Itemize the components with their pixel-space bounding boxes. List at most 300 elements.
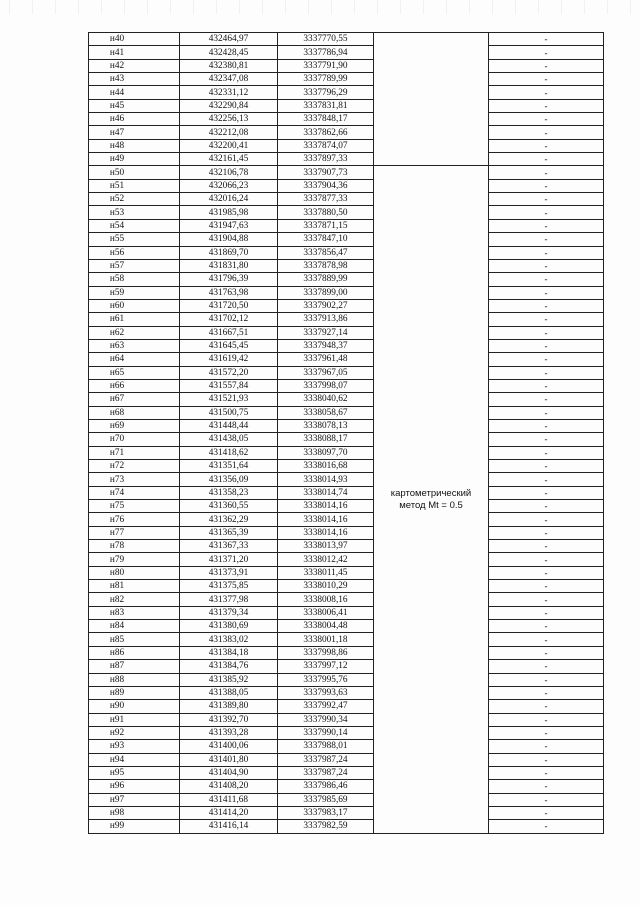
x-coordinate-cell: 431645,45 xyxy=(180,339,278,352)
point-id-cell: н51 xyxy=(89,179,180,192)
mark-cell: - xyxy=(489,286,604,299)
x-coordinate-cell: 432256,13 xyxy=(180,113,278,126)
point-id-cell: н89 xyxy=(89,686,180,699)
table-row xyxy=(89,353,604,366)
point-id-cell: н97 xyxy=(89,793,180,806)
x-coordinate-cell: 431408,20 xyxy=(180,780,278,793)
point-id-cell: н94 xyxy=(89,753,180,766)
y-coordinate-cell: 3337995,76 xyxy=(278,673,374,686)
x-coordinate-cell: 431796,39 xyxy=(180,273,278,286)
mark-cell: - xyxy=(489,393,604,406)
table-row xyxy=(89,419,604,432)
table-row xyxy=(89,553,604,566)
y-coordinate-cell: 3337856,47 xyxy=(278,246,374,259)
point-id-cell: н95 xyxy=(89,766,180,779)
point-id-cell: н65 xyxy=(89,366,180,379)
point-id-cell: н52 xyxy=(89,193,180,206)
point-id-cell: н43 xyxy=(89,73,180,86)
mark-cell: - xyxy=(489,686,604,699)
y-coordinate-cell: 3337961,48 xyxy=(278,353,374,366)
y-coordinate-cell: 3337990,34 xyxy=(278,713,374,726)
table-row xyxy=(89,753,604,766)
table-row xyxy=(89,33,604,46)
y-coordinate-cell: 3337789,99 xyxy=(278,73,374,86)
table-row xyxy=(89,206,604,219)
table-row xyxy=(89,646,604,659)
mark-cell: - xyxy=(489,379,604,392)
point-id-cell: н56 xyxy=(89,246,180,259)
x-coordinate-cell: 431373,91 xyxy=(180,566,278,579)
table-row xyxy=(89,139,604,152)
table-row xyxy=(89,313,604,326)
point-id-cell: н69 xyxy=(89,419,180,432)
y-coordinate-cell: 3337904,36 xyxy=(278,179,374,192)
point-id-cell: н88 xyxy=(89,673,180,686)
y-coordinate-cell: 3337897,33 xyxy=(278,153,374,166)
point-id-cell: н60 xyxy=(89,299,180,312)
table-row xyxy=(89,366,604,379)
point-id-cell: н91 xyxy=(89,713,180,726)
table-row xyxy=(89,473,604,486)
mark-cell: - xyxy=(489,606,604,619)
point-id-cell: н78 xyxy=(89,540,180,553)
table-row xyxy=(89,566,604,579)
y-coordinate-cell: 3338014,93 xyxy=(278,473,374,486)
x-coordinate-cell: 432066,23 xyxy=(180,179,278,192)
mark-cell: - xyxy=(489,139,604,152)
point-id-cell: н92 xyxy=(89,726,180,739)
y-coordinate-cell: 3338010,29 xyxy=(278,580,374,593)
x-coordinate-cell: 432106,78 xyxy=(180,166,278,179)
mark-cell: - xyxy=(489,313,604,326)
y-coordinate-cell: 3337786,94 xyxy=(278,46,374,59)
mark-cell: - xyxy=(489,219,604,232)
table-row xyxy=(89,820,604,833)
x-coordinate-cell: 431985,98 xyxy=(180,206,278,219)
x-coordinate-cell: 431418,62 xyxy=(180,446,278,459)
table-row xyxy=(89,713,604,726)
y-coordinate-cell: 3338058,67 xyxy=(278,406,374,419)
y-coordinate-cell: 3338016,68 xyxy=(278,460,374,473)
mark-cell: - xyxy=(489,806,604,819)
point-id-cell: н70 xyxy=(89,433,180,446)
x-coordinate-cell: 431414,20 xyxy=(180,806,278,819)
mark-cell: - xyxy=(489,153,604,166)
point-id-cell: н81 xyxy=(89,580,180,593)
mark-cell: - xyxy=(489,273,604,286)
y-coordinate-cell: 3337907,73 xyxy=(278,166,374,179)
point-id-cell: н86 xyxy=(89,646,180,659)
point-id-cell: н64 xyxy=(89,353,180,366)
y-coordinate-cell: 3337982,59 xyxy=(278,820,374,833)
table-row xyxy=(89,193,604,206)
point-id-cell: н75 xyxy=(89,500,180,513)
y-coordinate-cell: 3337927,14 xyxy=(278,326,374,339)
x-coordinate-cell: 431416,14 xyxy=(180,820,278,833)
point-id-cell: н67 xyxy=(89,393,180,406)
y-coordinate-cell: 3338014,16 xyxy=(278,526,374,539)
point-id-cell: н58 xyxy=(89,273,180,286)
table-row xyxy=(89,526,604,539)
y-coordinate-cell: 3337983,17 xyxy=(278,806,374,819)
table-row xyxy=(89,806,604,819)
point-id-cell: н53 xyxy=(89,206,180,219)
y-coordinate-cell: 3337880,50 xyxy=(278,206,374,219)
point-id-cell: н83 xyxy=(89,606,180,619)
x-coordinate-cell: 431404,90 xyxy=(180,766,278,779)
table-row xyxy=(89,740,604,753)
method-cell xyxy=(374,166,489,833)
point-id-cell: н72 xyxy=(89,460,180,473)
point-id-cell: н77 xyxy=(89,526,180,539)
point-id-cell: н49 xyxy=(89,153,180,166)
mark-cell: - xyxy=(489,633,604,646)
table-row xyxy=(89,460,604,473)
mark-cell: - xyxy=(489,740,604,753)
x-coordinate-cell: 431379,34 xyxy=(180,606,278,619)
point-id-cell: н85 xyxy=(89,633,180,646)
method-cell-empty xyxy=(374,33,489,166)
table-row xyxy=(89,793,604,806)
y-coordinate-cell: 3338078,13 xyxy=(278,419,374,432)
mark-cell: - xyxy=(489,473,604,486)
mark-cell: - xyxy=(489,673,604,686)
x-coordinate-cell: 431400,06 xyxy=(180,740,278,753)
point-id-cell: н44 xyxy=(89,86,180,99)
table-row xyxy=(89,59,604,72)
mark-cell: - xyxy=(489,446,604,459)
mark-cell: - xyxy=(489,179,604,192)
y-coordinate-cell: 3338013,97 xyxy=(278,540,374,553)
y-coordinate-cell: 3338088,17 xyxy=(278,433,374,446)
x-coordinate-cell: 431947,63 xyxy=(180,219,278,232)
x-coordinate-cell: 431384,18 xyxy=(180,646,278,659)
table-row xyxy=(89,46,604,59)
mark-cell: - xyxy=(489,500,604,513)
table-row xyxy=(89,593,604,606)
x-coordinate-cell: 431365,39 xyxy=(180,526,278,539)
point-id-cell: н99 xyxy=(89,820,180,833)
mark-cell: - xyxy=(489,99,604,112)
x-coordinate-cell: 431385,92 xyxy=(180,673,278,686)
point-id-cell: н84 xyxy=(89,620,180,633)
x-coordinate-cell: 431356,09 xyxy=(180,473,278,486)
point-id-cell: н61 xyxy=(89,313,180,326)
table-row xyxy=(89,446,604,459)
point-id-cell: н82 xyxy=(89,593,180,606)
table-row xyxy=(89,99,604,112)
y-coordinate-cell: 3337987,24 xyxy=(278,766,374,779)
mark-cell: - xyxy=(489,73,604,86)
y-coordinate-cell: 3337878,98 xyxy=(278,259,374,272)
table-row xyxy=(89,500,604,513)
table-row xyxy=(89,179,604,192)
table-row xyxy=(89,299,604,312)
mark-cell: - xyxy=(489,580,604,593)
table-row xyxy=(89,286,604,299)
x-coordinate-cell: 431389,80 xyxy=(180,700,278,713)
x-coordinate-cell: 431351,64 xyxy=(180,460,278,473)
y-coordinate-cell: 3338040,62 xyxy=(278,393,374,406)
point-id-cell: н57 xyxy=(89,259,180,272)
x-coordinate-cell: 432380,81 xyxy=(180,59,278,72)
y-coordinate-cell: 3337862,66 xyxy=(278,126,374,139)
mark-cell: - xyxy=(489,566,604,579)
mark-cell: - xyxy=(489,793,604,806)
mark-cell: - xyxy=(489,259,604,272)
x-coordinate-cell: 432290,84 xyxy=(180,99,278,112)
table-row xyxy=(89,780,604,793)
mark-cell: - xyxy=(489,419,604,432)
y-coordinate-cell: 3337831,81 xyxy=(278,99,374,112)
y-coordinate-cell: 3338011,45 xyxy=(278,566,374,579)
mark-cell: - xyxy=(489,460,604,473)
mark-cell: - xyxy=(489,353,604,366)
x-coordinate-cell: 432161,45 xyxy=(180,153,278,166)
table-row xyxy=(89,86,604,99)
x-coordinate-cell: 431411,68 xyxy=(180,793,278,806)
mark-cell: - xyxy=(489,780,604,793)
x-coordinate-cell: 432331,12 xyxy=(180,86,278,99)
point-id-cell: н80 xyxy=(89,566,180,579)
point-id-cell: н98 xyxy=(89,806,180,819)
y-coordinate-cell: 3338012,42 xyxy=(278,553,374,566)
table-row xyxy=(89,766,604,779)
point-id-cell: н62 xyxy=(89,326,180,339)
table-row xyxy=(89,113,604,126)
x-coordinate-cell: 431392,70 xyxy=(180,713,278,726)
mark-cell: - xyxy=(489,726,604,739)
x-coordinate-cell: 432347,08 xyxy=(180,73,278,86)
table-row xyxy=(89,393,604,406)
point-id-cell: н47 xyxy=(89,126,180,139)
table-row xyxy=(89,660,604,673)
point-id-cell: н59 xyxy=(89,286,180,299)
point-id-cell: н40 xyxy=(89,33,180,46)
y-coordinate-cell: 3338014,74 xyxy=(278,486,374,499)
mark-cell: - xyxy=(489,59,604,72)
x-coordinate-cell: 431521,93 xyxy=(180,393,278,406)
x-coordinate-cell: 431667,51 xyxy=(180,326,278,339)
y-coordinate-cell: 3337988,01 xyxy=(278,740,374,753)
y-coordinate-cell: 3337770,55 xyxy=(278,33,374,46)
table-row xyxy=(89,166,604,179)
method-accuracy: метод Mt = 0.5 xyxy=(399,499,463,511)
point-id-cell: н71 xyxy=(89,446,180,459)
point-id-cell: н74 xyxy=(89,486,180,499)
y-coordinate-cell: 3337889,99 xyxy=(278,273,374,286)
x-coordinate-cell: 431702,12 xyxy=(180,313,278,326)
point-id-cell: н68 xyxy=(89,406,180,419)
mark-cell: - xyxy=(489,193,604,206)
y-coordinate-cell: 3338004,48 xyxy=(278,620,374,633)
x-coordinate-cell: 432200,41 xyxy=(180,139,278,152)
mark-cell: - xyxy=(489,406,604,419)
x-coordinate-cell: 431869,70 xyxy=(180,246,278,259)
x-coordinate-cell: 432016,24 xyxy=(180,193,278,206)
y-coordinate-cell: 3337874,07 xyxy=(278,139,374,152)
y-coordinate-cell: 3337998,86 xyxy=(278,646,374,659)
x-coordinate-cell: 432212,08 xyxy=(180,126,278,139)
table-row xyxy=(89,153,604,166)
y-coordinate-cell: 3338097,70 xyxy=(278,446,374,459)
y-coordinate-cell: 3337998,07 xyxy=(278,379,374,392)
y-coordinate-cell: 3337986,46 xyxy=(278,780,374,793)
scan-artifact-strip xyxy=(0,0,640,14)
point-id-cell: н79 xyxy=(89,553,180,566)
y-coordinate-cell: 3337993,63 xyxy=(278,686,374,699)
table-row xyxy=(89,219,604,232)
mark-cell: - xyxy=(489,646,604,659)
table-row xyxy=(89,406,604,419)
x-coordinate-cell: 432428,45 xyxy=(180,46,278,59)
mark-cell: - xyxy=(489,126,604,139)
table-row xyxy=(89,540,604,553)
point-id-cell: н76 xyxy=(89,513,180,526)
y-coordinate-cell: 3337847,10 xyxy=(278,233,374,246)
mark-cell: - xyxy=(489,526,604,539)
y-coordinate-cell: 3337913,86 xyxy=(278,313,374,326)
y-coordinate-cell: 3337791,90 xyxy=(278,59,374,72)
method-name: картометрический xyxy=(390,487,472,499)
table-row xyxy=(89,433,604,446)
y-coordinate-cell: 3337871,15 xyxy=(278,219,374,232)
x-coordinate-cell: 431362,29 xyxy=(180,513,278,526)
mark-cell: - xyxy=(489,700,604,713)
x-coordinate-cell: 431448,44 xyxy=(180,419,278,432)
table-row xyxy=(89,273,604,286)
x-coordinate-cell: 431360,55 xyxy=(180,500,278,513)
y-coordinate-cell: 3337967,05 xyxy=(278,366,374,379)
point-id-cell: н41 xyxy=(89,46,180,59)
point-id-cell: н45 xyxy=(89,99,180,112)
coordinates-table-body xyxy=(89,33,604,834)
mark-cell: - xyxy=(489,326,604,339)
x-coordinate-cell: 431367,33 xyxy=(180,540,278,553)
mark-cell: - xyxy=(489,620,604,633)
mark-cell: - xyxy=(489,233,604,246)
table-row xyxy=(89,620,604,633)
x-coordinate-cell: 431401,80 xyxy=(180,753,278,766)
coordinates-table xyxy=(88,32,604,834)
table-row xyxy=(89,73,604,86)
y-coordinate-cell: 3337848,17 xyxy=(278,113,374,126)
table-row xyxy=(89,726,604,739)
point-id-cell: н87 xyxy=(89,660,180,673)
point-id-cell: н50 xyxy=(89,166,180,179)
table-row xyxy=(89,379,604,392)
point-id-cell: н54 xyxy=(89,219,180,232)
y-coordinate-cell: 3338014,16 xyxy=(278,500,374,513)
mark-cell: - xyxy=(489,486,604,499)
y-coordinate-cell: 3338014,16 xyxy=(278,513,374,526)
y-coordinate-cell: 3337948,37 xyxy=(278,339,374,352)
y-coordinate-cell: 3338006,41 xyxy=(278,606,374,619)
x-coordinate-cell: 431371,20 xyxy=(180,553,278,566)
table-row xyxy=(89,259,604,272)
mark-cell: - xyxy=(489,366,604,379)
mark-cell: - xyxy=(489,206,604,219)
x-coordinate-cell: 431619,42 xyxy=(180,353,278,366)
x-coordinate-cell: 432464,97 xyxy=(180,33,278,46)
y-coordinate-cell: 3338008,16 xyxy=(278,593,374,606)
mark-cell: - xyxy=(489,246,604,259)
x-coordinate-cell: 431572,20 xyxy=(180,366,278,379)
x-coordinate-cell: 431384,76 xyxy=(180,660,278,673)
y-coordinate-cell: 3337877,33 xyxy=(278,193,374,206)
mark-cell: - xyxy=(489,553,604,566)
point-id-cell: н73 xyxy=(89,473,180,486)
point-id-cell: н42 xyxy=(89,59,180,72)
mark-cell: - xyxy=(489,660,604,673)
x-coordinate-cell: 431383,02 xyxy=(180,633,278,646)
y-coordinate-cell: 3337985,69 xyxy=(278,793,374,806)
point-id-cell: н96 xyxy=(89,780,180,793)
mark-cell: - xyxy=(489,713,604,726)
table-row xyxy=(89,700,604,713)
table-row xyxy=(89,326,604,339)
point-id-cell: н48 xyxy=(89,139,180,152)
table-row xyxy=(89,126,604,139)
mark-cell: - xyxy=(489,513,604,526)
mark-cell: - xyxy=(489,299,604,312)
y-coordinate-cell: 3338001,18 xyxy=(278,633,374,646)
y-coordinate-cell: 3337987,24 xyxy=(278,753,374,766)
table-row xyxy=(89,673,604,686)
x-coordinate-cell: 431380,69 xyxy=(180,620,278,633)
x-coordinate-cell: 431763,98 xyxy=(180,286,278,299)
x-coordinate-cell: 431393,28 xyxy=(180,726,278,739)
y-coordinate-cell: 3337899,00 xyxy=(278,286,374,299)
y-coordinate-cell: 3337902,27 xyxy=(278,299,374,312)
x-coordinate-cell: 431377,98 xyxy=(180,593,278,606)
mark-cell: - xyxy=(489,766,604,779)
x-coordinate-cell: 431500,75 xyxy=(180,406,278,419)
point-id-cell: н90 xyxy=(89,700,180,713)
x-coordinate-cell: 431388,05 xyxy=(180,686,278,699)
x-coordinate-cell: 431831,80 xyxy=(180,259,278,272)
mark-cell: - xyxy=(489,339,604,352)
x-coordinate-cell: 431358,23 xyxy=(180,486,278,499)
x-coordinate-cell: 431557,84 xyxy=(180,379,278,392)
y-coordinate-cell: 3337990,14 xyxy=(278,726,374,739)
table-row xyxy=(89,233,604,246)
point-id-cell: н46 xyxy=(89,113,180,126)
mark-cell: - xyxy=(489,113,604,126)
table-row xyxy=(89,246,604,259)
point-id-cell: н63 xyxy=(89,339,180,352)
table-row xyxy=(89,580,604,593)
point-id-cell: н93 xyxy=(89,740,180,753)
y-coordinate-cell: 3337992,47 xyxy=(278,700,374,713)
x-coordinate-cell: 431904,88 xyxy=(180,233,278,246)
x-coordinate-cell: 431438,05 xyxy=(180,433,278,446)
mark-cell: - xyxy=(489,86,604,99)
mark-cell: - xyxy=(489,820,604,833)
mark-cell: - xyxy=(489,593,604,606)
mark-cell: - xyxy=(489,433,604,446)
mark-cell: - xyxy=(489,33,604,46)
y-coordinate-cell: 3337997,12 xyxy=(278,660,374,673)
point-id-cell: н66 xyxy=(89,379,180,392)
table-row xyxy=(89,633,604,646)
mark-cell: - xyxy=(489,166,604,179)
table-row xyxy=(89,606,604,619)
table-row xyxy=(89,339,604,352)
mark-cell: - xyxy=(489,46,604,59)
point-id-cell: н55 xyxy=(89,233,180,246)
table-row xyxy=(89,513,604,526)
